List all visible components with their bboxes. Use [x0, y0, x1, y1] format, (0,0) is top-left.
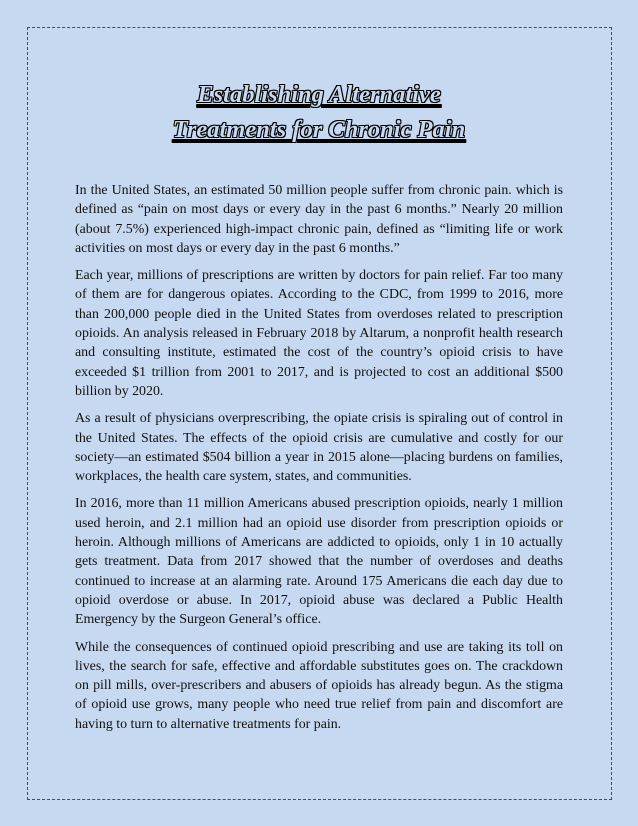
document-title — [40, 77, 598, 147]
paragraph-3: As a result of physicians overprescribing, the opiate crisis is spiraling out of control in the United States. The effects of the opioid crisis are cumulative and costly for our society—an estimated $504 billion a year in 2015 alone—placing burdens on families, workplaces, the health care system, states, and communities. — [75, 411, 563, 485]
document-body — [75, 181, 563, 742]
paragraph-5: While the consequences of continued opioid prescribing and use are taking its toll on lives, the search for safe, effective and affordable substitutes goes on. The crackdown on pill mills, over-prescribers and abusers of opioids has already begun. As the stigma of opioid use grows, many people who need true relief from pain and discomfort are having to turn to alternative treatments for pain. — [75, 639, 563, 732]
title-line-2: Treatments for Chronic Pain — [172, 116, 466, 143]
title-line-1: Establishing Alternative — [197, 81, 441, 108]
paragraph-2: Each year, millions of prescriptions are written by doctors for pain relief. Far too many of them are for dangerous opiates. According to the CDC, from 1999 to 2016, more than 200,000 people died in the United States from overdoses related to prescription opioids. An analysis released in February 2018 by Altarum, a nonprofit health research and consulting institute, estimated the cost of the country’s opioid crisis to have exceeded $1 trillion from 2001 to 2017, and is projected to cost an additional $500 billion by 2020. — [75, 268, 563, 399]
paragraph-1: In the United States, an estimated 50 million people suffer from chronic pain. which is defined as “pain on most days or every day in the past 6 months.” Nearly 20 million (about 7.5%) experienced high-impact chronic pain, defined as “limiting life or work activities on most days or every day in the past 6 months.” — [75, 183, 563, 256]
paragraph-4: In 2016, more than 11 million Americans abused prescription opioids, nearly 1 million used heroin, and 2.1 million had an opioid use disorder from prescription opioids or heroin. Although millions of Americans are addicted to opioids, only 1 in 10 actually gets treatment. Data from 2017 showed that the number of overdoses and deaths continued to increase at an alarming rate. Around 175 Americans die each day due to opioid overdose or abuse. In 2017, opioid abuse was declared a Public Health Emergency by the Surgeon General’s office. — [75, 496, 563, 628]
